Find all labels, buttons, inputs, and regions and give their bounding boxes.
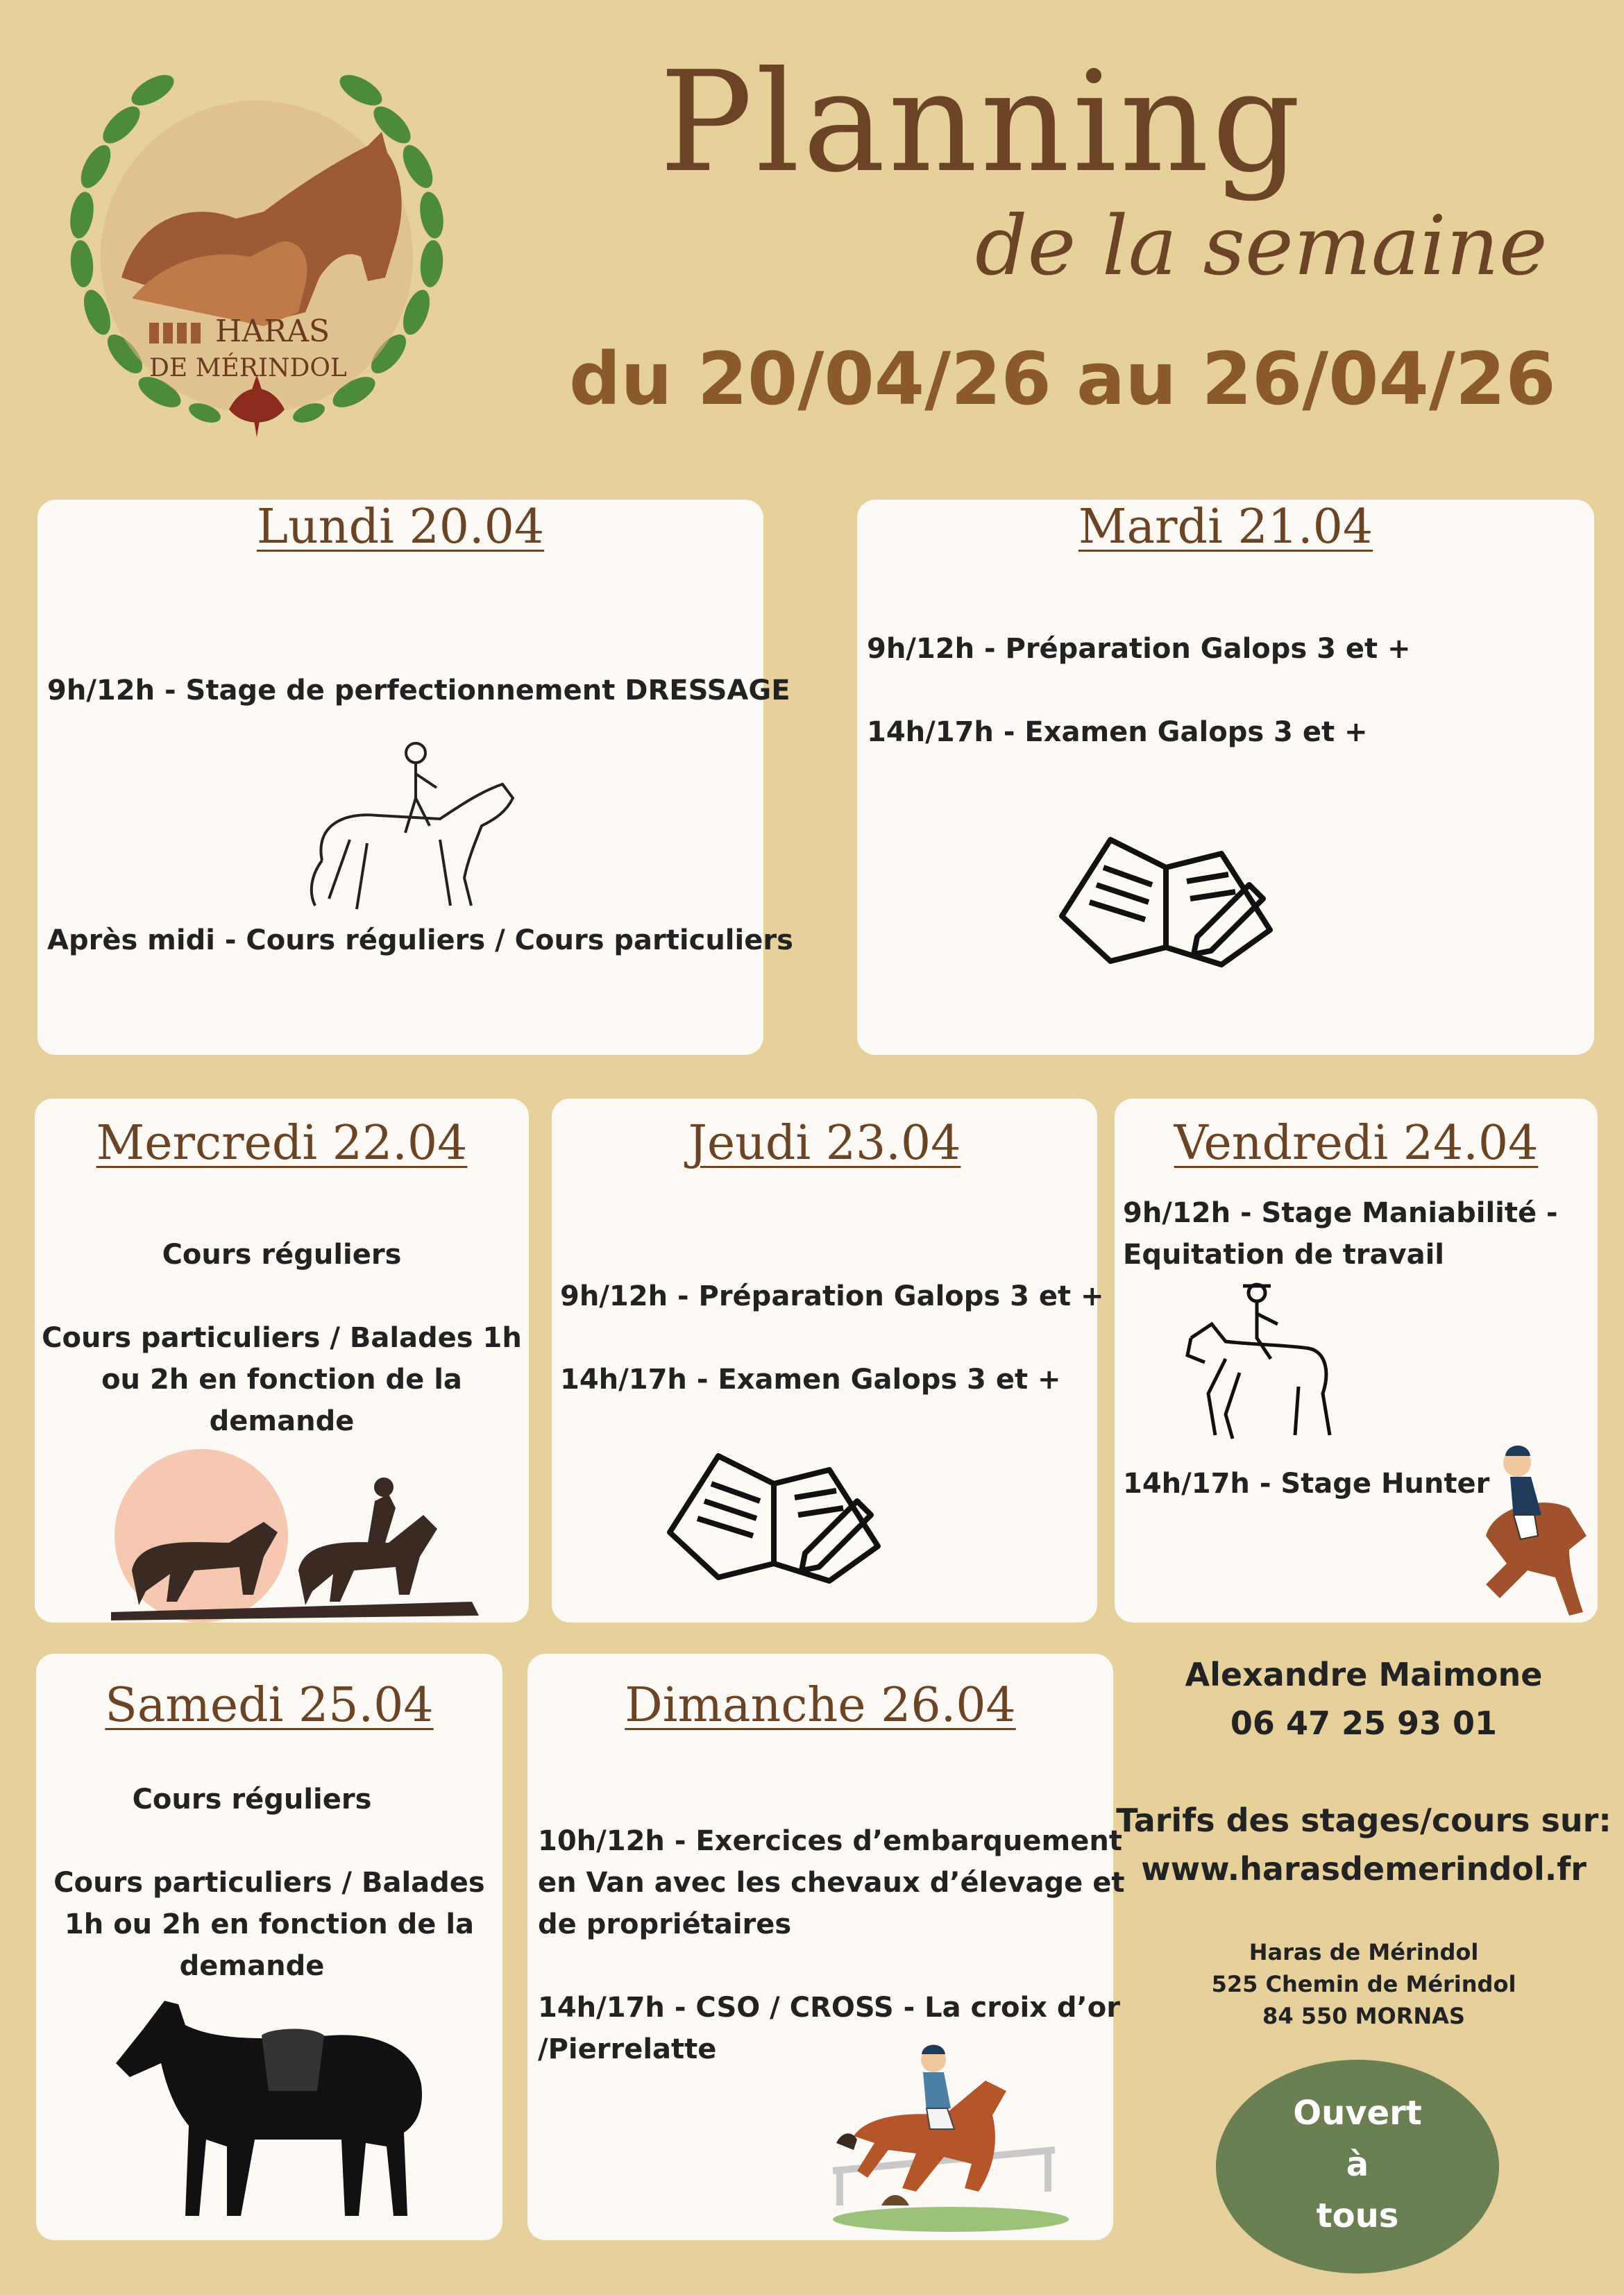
card-dimanche xyxy=(527,1654,1125,2240)
schedule-line: demande xyxy=(179,1950,325,1982)
tarifs-text: Tarifs des stages/cours sur: xyxy=(1116,1802,1612,1839)
schedule-line: demande xyxy=(209,1405,355,1437)
schedule-line: en Van avec les chevaux d’élevage et xyxy=(538,1867,1125,1899)
open-to-all-badge xyxy=(1216,2060,1499,2273)
dressage-horse-icon xyxy=(301,722,523,923)
badge-line: à xyxy=(1346,2145,1369,2184)
schedule-line: Cours réguliers xyxy=(162,1239,402,1271)
schedule-line: Cours particuliers / Balades xyxy=(53,1867,485,1899)
schedule-line: Après midi - Cours réguliers / Cours particuliers xyxy=(47,924,793,956)
logo-line2: DE MÉRINDOL xyxy=(149,354,347,382)
saddled-horse-icon xyxy=(102,1987,463,2264)
website-link[interactable]: www.harasdemerindol.fr xyxy=(1141,1850,1587,1888)
logo xyxy=(56,49,458,493)
day-title: Jeudi 23.04 xyxy=(688,1116,961,1171)
notebook-icon xyxy=(1048,826,1284,979)
schedule-line: Cours particuliers / Balades 1h xyxy=(42,1322,522,1354)
logo-line1: HARAS xyxy=(215,314,330,349)
contact-phone[interactable]: 06 47 25 93 01 xyxy=(1230,1704,1498,1742)
schedule-line: Equitation de travail xyxy=(1123,1239,1444,1271)
horse-ride-silhouette-icon xyxy=(111,1439,527,1619)
card-jeudi xyxy=(552,1099,1104,1623)
day-title: Mardi 21.04 xyxy=(1078,500,1373,554)
schedule-line: 14h/17h - CSO / CROSS - La croix d’or xyxy=(538,1992,1120,2024)
card-lundi xyxy=(37,500,793,1055)
address-line: Haras de Mérindol xyxy=(1249,1939,1479,1965)
day-title: Mercredi 22.04 xyxy=(96,1116,468,1171)
address-line: 84 550 MORNAS xyxy=(1262,2003,1465,2029)
schedule-line: /Pierrelatte xyxy=(538,2033,717,2065)
day-title: Vendredi 24.04 xyxy=(1174,1116,1539,1171)
card-mardi xyxy=(857,500,1594,1055)
badge-line: Ouvert xyxy=(1293,2094,1422,2133)
schedule-line: 9h/12h - Préparation Galops 3 et + xyxy=(867,633,1411,665)
show-jumper-icon xyxy=(1465,1446,1590,1619)
schedule-line: Cours réguliers xyxy=(132,1784,372,1815)
address-line: 525 Chemin de Mérindol xyxy=(1211,1971,1516,1997)
cross-country-rider-icon xyxy=(826,2032,1062,2233)
notebook-icon xyxy=(656,1442,892,1595)
contact-name: Alexandre Maimone xyxy=(1185,1656,1543,1693)
schedule-line: 9h/12h - Stage de perfectionnement DRESSAGE xyxy=(47,675,790,706)
schedule-line: ou 2h en fonction de la xyxy=(101,1364,462,1396)
card-samedi xyxy=(36,1654,502,2240)
card-vendredi xyxy=(1115,1099,1598,1623)
schedule-line: 1h ou 2h en fonction de la xyxy=(64,1908,475,1940)
badge-line: tous xyxy=(1316,2196,1399,2235)
schedule-line: 10h/12h - Exercices d’embarquement xyxy=(538,1825,1122,1857)
day-title: Lundi 20.04 xyxy=(256,500,545,554)
day-title: Dimanche 26.04 xyxy=(625,1678,1016,1733)
schedule-line: 14h/17h - Examen Galops 3 et + xyxy=(560,1364,1061,1396)
page-title: Planning xyxy=(659,42,1304,203)
western-rider-icon xyxy=(1177,1276,1344,1449)
schedule-line: 9h/12h - Préparation Galops 3 et + xyxy=(560,1280,1104,1312)
schedule-line: de propriétaires xyxy=(538,1908,792,1940)
schedule-line: 14h/17h - Stage Hunter xyxy=(1123,1468,1490,1500)
week-dates: du 20/04/26 au 26/04/26 xyxy=(569,337,1556,421)
page-subtitle: de la semaine xyxy=(975,198,1548,294)
schedule-line: 9h/12h - Stage Maniabilité - xyxy=(1123,1197,1558,1229)
wreath-icon xyxy=(56,49,458,493)
day-title: Samedi 25.04 xyxy=(105,1678,434,1733)
card-mercredi xyxy=(35,1099,529,1623)
schedule-line: 14h/17h - Examen Galops 3 et + xyxy=(867,716,1368,748)
